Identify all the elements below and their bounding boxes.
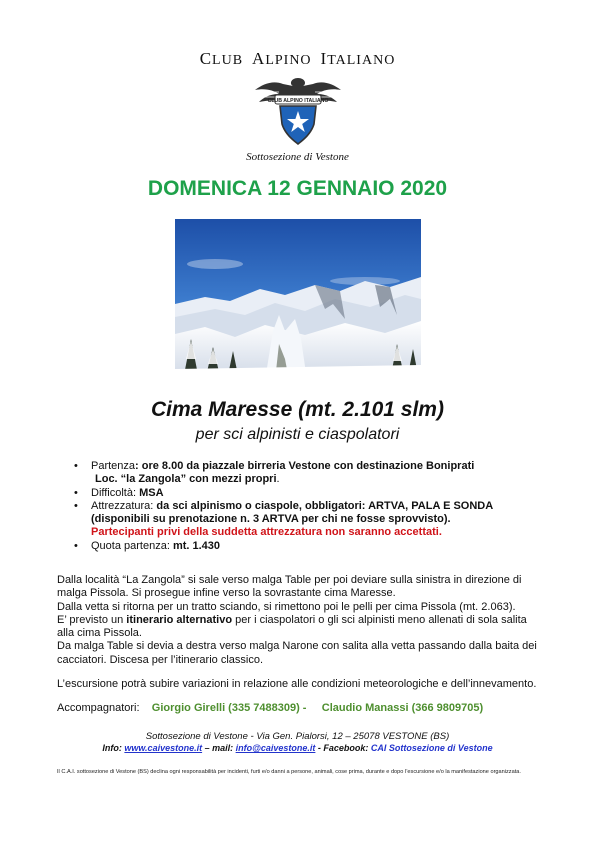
list-item-departure-cont: Loc. “la Zangola” con mezzi propri. (95, 473, 280, 486)
equipment-warning: Partecipanti privi della suddetta attrezzatura non saranno accettati. (91, 526, 442, 539)
footer-contacts: Info: www.caivestone.it – mail: info@caivestone.it - Facebook: CAI Sottosezione di Vestone (102, 743, 493, 753)
description-paragraph: E’ previsto un itinerario alternativo per i ciaspolatori o gli sci alpinisti meno allenati di sola salita alla cima Pissola. (57, 613, 527, 640)
website-link[interactable]: www.caivestone.it (124, 743, 203, 753)
list-item-difficulty: • Difficoltà: MSA (74, 486, 164, 499)
snowy-mountain-photo (175, 219, 421, 380)
list-item-departure: • Partenza: ore 8.00 da piazzale birreria Vestone con destinazione Boniprati (74, 460, 475, 472)
audience-subtitle: per sci alpinisti e ciaspolatori (195, 426, 400, 443)
route-description (57, 574, 542, 667)
club-title: CLUB ALPINO ITALIANO (199, 49, 396, 68)
description-paragraph: Dalla vetta si ritorna per un tratto sciando, si rimettono poi le pelli per cima Pissola (mt. 2.063). (57, 600, 516, 613)
description-paragraph: Dalla località “La Zangola” si sale verso malga Table per poi deviare sulla sinistra in direzione di malga Pissola. Si prosegue infine verso la sovrastante cima Maresse. (57, 574, 522, 600)
description-paragraph: Da malga Table si devia a destra verso malga Narone con salita alla vetta passando dalla baita dei cacciatori. Discesa per l’itinerario classico. (57, 640, 537, 666)
footer-address: Sottosezione di Vestone - Via Gen. Pialorsi, 12 – 25078 VESTONE (BS) (145, 731, 450, 742)
bullet-icon: • (74, 486, 78, 499)
guide-name: Giorgio Girelli (335 7488309) - (151, 702, 307, 714)
list-item-altitude: • Quota partenza: mt. 1.430 (74, 539, 221, 552)
list-item-equipment-cont: (disponibili su prenotazione n. 3 ARTVA per chi ne fosse sprovvisto). (91, 513, 451, 526)
weather-note: L’escursione potrà subire variazioni in relazione alle condizioni meteorologiche e dell’innevamento. (57, 678, 537, 690)
cai-logo (253, 72, 343, 148)
details-list (74, 460, 544, 553)
event-date: DOMENICA 12 GENNAIO 2020 (147, 177, 448, 200)
bullet-icon: • (74, 460, 78, 472)
email-link[interactable]: info@caivestone.it (235, 743, 316, 753)
guides-line (57, 702, 542, 714)
subsection-name: Sottosezione di Vestone (246, 151, 349, 163)
disclaimer: Il C.A.I. sottosezione di Vestone (BS) declina ogni responsabilità per incidenti, furti e/o danni a persone, animali, cose prima, durante e dopo l’escursione e/o la manifestazione organizzata. (57, 769, 521, 775)
emblem-text: CLUB ALPINO ITALIANO (267, 98, 329, 104)
guide-name: Claudio Manassi (366 9809705) (321, 702, 484, 714)
list-item-equipment: • Attrezzatura: da sci alpinismo o ciaspole, obbligatori: ARTVA, PALA E SONDA (74, 499, 494, 512)
bullet-icon: • (74, 499, 78, 512)
bullet-icon: • (74, 539, 78, 552)
facebook-link[interactable]: CAI Sottosezione di Vestone (370, 743, 493, 753)
peak-title: Cima Maresse (mt. 2.101 slm) (151, 398, 444, 421)
guides-label: Accompagnatori: (57, 702, 140, 714)
